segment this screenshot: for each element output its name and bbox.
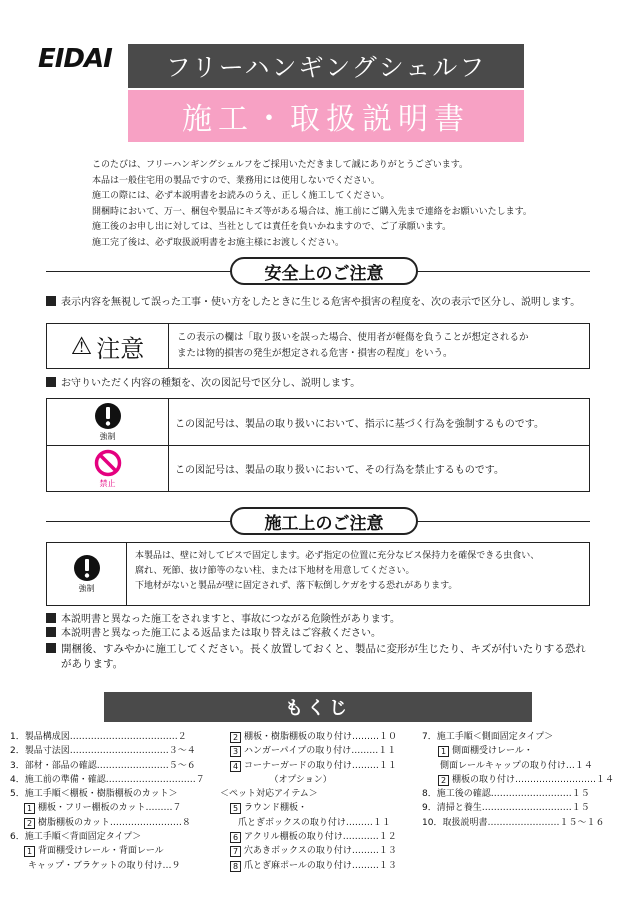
install-text-line: 下地材がないと製品が壁に固定されず、落下転倒しケガをする恐れがあります。 <box>135 581 458 591</box>
mandatory-label: 強制 <box>99 432 116 441</box>
symbol-description: この図記号は、製品の取り扱いにおいて、指示に基づく行為を強制するものです。 <box>175 418 544 430</box>
toc-step-number: 2 <box>438 775 449 786</box>
caution-description <box>169 324 589 368</box>
toc-item-text: 棚板の取り付け………………………１４ <box>452 774 615 785</box>
toc-column-1 <box>10 730 205 873</box>
toc-step-number: 6 <box>230 832 241 843</box>
toc-item <box>10 816 205 830</box>
toc-item <box>422 744 614 758</box>
prohibited-label: 禁止 <box>99 478 116 488</box>
toc-item <box>10 844 205 858</box>
toc-item-text: ハンガーパイプの取り付け………１１ <box>244 746 397 757</box>
toc-item-text: 棚板・樹脂棚板の取り付け………１０ <box>244 732 398 742</box>
install-description <box>127 543 589 605</box>
install-bullet-text: 本説明書と異なった施工による返品または取り替えはご容赦ください。 <box>61 628 381 639</box>
symbol-table <box>46 398 590 492</box>
install-bullet <box>46 627 381 641</box>
mandatory-label: 強制 <box>78 584 95 593</box>
toc-item <box>422 801 614 815</box>
toc-item <box>220 773 397 787</box>
symbol-row-mandatory <box>47 399 589 445</box>
toc-item <box>220 744 397 758</box>
toc-item-text: ラウンド棚板・ <box>244 803 308 814</box>
toc-item <box>422 759 614 773</box>
bullet-square-icon <box>46 643 56 653</box>
mandatory-icon <box>73 554 101 582</box>
caution-label: 注意 <box>96 334 145 363</box>
bullet-square-icon <box>46 613 56 623</box>
toc-item <box>220 730 397 744</box>
caution-label-cell <box>47 324 169 368</box>
intro-line: このたびは、フリーハンギングシェルフをご採用いただきまして誠にありがとうございます。 <box>92 160 469 170</box>
intro-text <box>92 158 612 252</box>
symbol-description: この図記号は、製品の取り扱いにおいて、その行為を禁止するものです。 <box>175 465 504 476</box>
toc-step-number: 7 <box>230 846 241 857</box>
intro-line: 本品は一般住宅用の製品ですので、業務用には使用しないでください。 <box>92 175 380 186</box>
caution-text-line: この表示の欄は「取り扱いを誤った場合、使用者が軽傷を負うことが想定されるか <box>177 332 529 343</box>
toc-item-text: 樹脂棚板のカット……………………８ <box>38 817 191 828</box>
symbol-cell <box>47 446 169 491</box>
brand-logo: EIDAI <box>38 44 112 74</box>
intro-line: 施工完了後は、必ず取扱説明書をお施主様にお渡しください。 <box>92 237 345 248</box>
toc-item-text: 9．清掃と養生…………………………１５ <box>422 803 590 814</box>
symbol-row-prohibited <box>47 445 589 491</box>
toc-item <box>220 859 397 873</box>
toc-item-text: 1．製品構成図………………………………２ <box>10 732 187 742</box>
install-bullet <box>46 613 400 627</box>
toc-item-text: 3．部材・部品の確認……………………５～６ <box>10 760 196 771</box>
install-text-line: 本製品は、壁に対してビスで固定します。必ず指定の位置に充分なビス保持力を確保できる虫食い、 <box>135 551 540 561</box>
toc-item-text: 10．取扱説明書……………………１５～１６ <box>422 817 605 828</box>
toc-item <box>10 730 205 744</box>
install-bullet-text: 開梱後、すみやかに施工してください。長く放置しておくと、製品に変形が生じたり、キズが付いたりする恐れ <box>61 643 586 655</box>
install-caution-box <box>46 542 590 606</box>
safety-note-2-text: お守りいただく内容の種類を、次の図記号で区分し、説明します。 <box>61 378 361 389</box>
install-heading: 施工上のご注意 <box>230 507 418 535</box>
toc-item <box>220 844 397 858</box>
toc-item-text: コーナーガードの取り付け………１１ <box>244 760 397 771</box>
toc-item <box>220 787 397 801</box>
toc-step-number: 1 <box>24 803 35 814</box>
toc-item <box>10 830 205 844</box>
toc-item-text: 7．施工手順＜側面固定タイプ＞ <box>422 732 554 742</box>
toc-item <box>10 773 205 787</box>
toc-item-text: 6．施工手順＜背面固定タイプ＞ <box>10 832 142 843</box>
toc-item-text: 棚板・フリー棚板のカット………７ <box>38 803 182 814</box>
toc-item <box>10 859 205 873</box>
toc-step-number: 3 <box>230 746 241 757</box>
toc-item <box>10 787 205 801</box>
toc-step-number: 2 <box>230 732 241 743</box>
toc-item <box>220 801 397 815</box>
toc-item-text: アクリル棚板の取り付け…………１２ <box>244 832 397 843</box>
toc-item-text: 爪とぎボックスの取り付け………１１ <box>220 817 391 828</box>
toc-item <box>220 816 397 830</box>
prohibited-icon <box>94 449 122 477</box>
toc-item <box>422 816 614 830</box>
install-bullet <box>46 642 586 656</box>
toc-step-number: 1 <box>438 746 449 757</box>
toc-column-2 <box>220 730 397 873</box>
toc-item-text: 背面棚受けレール・背面レール <box>38 846 164 857</box>
toc-item-text: （オプション） <box>220 774 332 785</box>
warning-triangle-icon: ⚠ <box>70 332 93 360</box>
toc-item-text: 2．製品寸法図……………………………３～４ <box>10 746 196 757</box>
toc-item-text: 側面レールキャップの取り付け…１４ <box>422 760 593 771</box>
document-title: 施工・取扱説明書 <box>128 90 524 142</box>
toc-item-text: ＜ペット対応アイテム＞ <box>220 789 318 800</box>
toc-item <box>220 759 397 773</box>
toc-item-text: 穴あきボックスの取り付け………１３ <box>244 846 397 857</box>
bullet-square-icon <box>46 377 56 387</box>
toc-step-number: 5 <box>230 803 241 814</box>
toc-item <box>422 773 614 787</box>
safety-note-1 <box>46 296 580 310</box>
toc-item-text: 爪とぎ麻ポールの取り付け………１３ <box>244 860 397 871</box>
bullet-square-icon <box>46 296 56 306</box>
toc-item <box>10 759 205 773</box>
toc-item <box>422 730 614 744</box>
product-title: フリーハンギングシェルフ <box>128 44 524 88</box>
toc-step-number: 2 <box>24 818 35 829</box>
caution-text-line: または物的損害の発生が想定される危害・損害の程度」をいう。 <box>177 348 453 359</box>
bullet-square-icon <box>46 627 56 637</box>
toc-column-3 <box>422 730 614 830</box>
toc-item-text: 4．施工前の準備・確認…………………………７ <box>10 774 205 785</box>
toc-step-number: 4 <box>230 761 241 772</box>
toc-item-text: 側面棚受けレール・ <box>452 746 533 757</box>
install-text-line: 腐れ、死節、抜け節等のない柱、または下地材を用意してください。 <box>135 566 415 576</box>
install-bullet-continuation: があります。 <box>61 658 124 670</box>
toc-item-text: 5．施工手順＜棚板・樹脂棚板のカット＞ <box>10 789 178 800</box>
toc-step-number: 8 <box>230 861 241 872</box>
safety-heading: 安全上のご注意 <box>230 257 418 285</box>
safety-note-1-text: 表示内容を無視して誤った工事・使い方をしたときに生じる危害や損害の程度を、次の表示で区分し、説明します。 <box>61 297 581 308</box>
toc-item-text: 8．施工後の確認………………………１５ <box>422 789 590 800</box>
toc-item <box>220 830 397 844</box>
intro-line: 開梱時において、万一、梱包や製品にキズ等がある場合は、施工前にご購入先まで連絡をお願いいたします。 <box>92 206 532 217</box>
mandatory-icon <box>94 402 122 430</box>
toc-item-text: キャップ・ブラケットの取り付け…９ <box>10 860 181 871</box>
install-bullet-text: 本説明書と異なった施工をされますと、事故につながる危険性があります。 <box>61 614 400 625</box>
symbol-cell <box>47 399 169 445</box>
toc-step-number: 1 <box>24 846 35 857</box>
toc-item <box>10 801 205 815</box>
intro-line: 施工後のお申し出に対しては、当社としては責任を負いかねますので、ご了承願います。 <box>92 222 452 233</box>
safety-note-2 <box>46 377 360 391</box>
install-icon-cell <box>47 543 127 605</box>
toc-heading: もくじ <box>104 692 532 722</box>
toc-item <box>10 744 205 758</box>
caution-box <box>46 323 590 369</box>
toc-item <box>422 787 614 801</box>
intro-line: 施工の際には、必ず本説明書をお読みのうえ、正しく施工してください。 <box>92 191 390 202</box>
